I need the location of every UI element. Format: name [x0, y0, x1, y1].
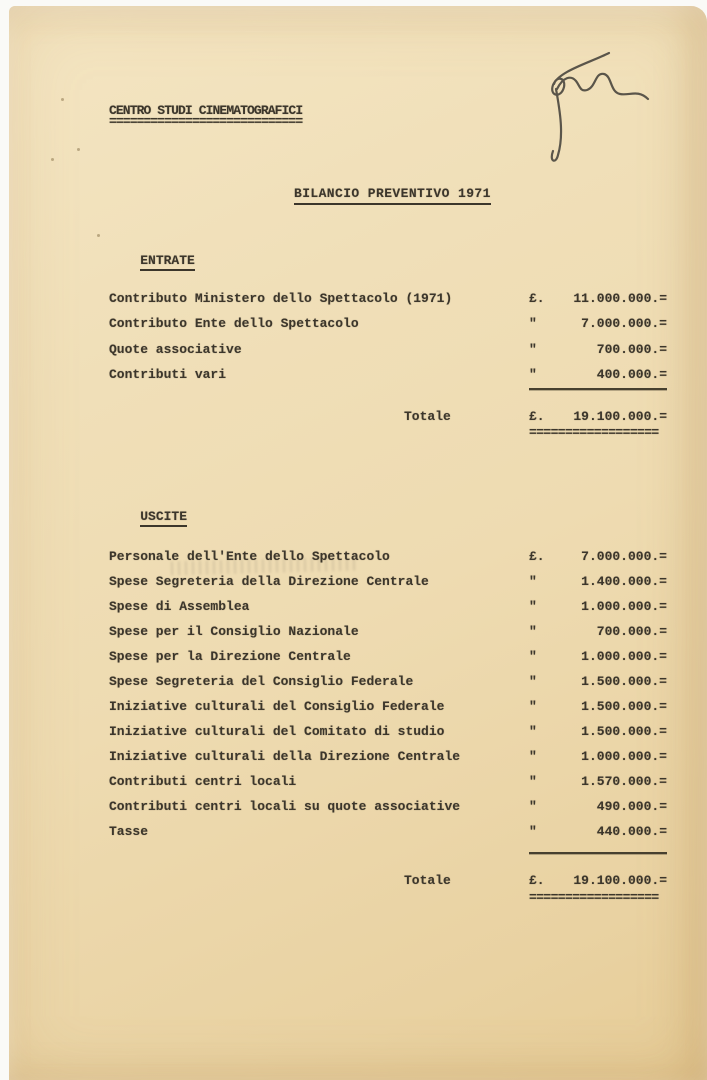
- row-amount: 1.570.000.=: [581, 774, 667, 789]
- row-amount: 7.000.000.=: [581, 549, 667, 564]
- table-row: [9, 750, 707, 766]
- row-currency: ": [529, 599, 537, 614]
- row-label: Contributi vari: [109, 367, 227, 382]
- total-currency: £.: [529, 409, 545, 424]
- row-currency: ": [529, 574, 537, 589]
- section-entrate-label: ENTRATE: [140, 253, 195, 271]
- row-label: Contributo Ente dello Spettacolo: [109, 316, 359, 331]
- total-label: Totale: [404, 873, 451, 888]
- organization-name-rule: ============================: [109, 114, 303, 129]
- row-currency: ": [529, 342, 537, 357]
- row-label: Spese per il Consiglio Nazionale: [109, 624, 359, 639]
- table-row: [9, 775, 707, 791]
- row-currency: ": [529, 367, 537, 382]
- row-currency: £.: [529, 549, 545, 564]
- paper-speck: [51, 158, 54, 161]
- total-amount: 19.100.000.=: [573, 873, 667, 888]
- row-amount: 1.500.000.=: [581, 724, 667, 739]
- row-label: Quote associative: [109, 342, 242, 357]
- table-row: [9, 343, 707, 359]
- row-amount: 11.000.000.=: [573, 291, 667, 306]
- paper-speck: [77, 148, 80, 151]
- row-amount: 490.000.=: [596, 799, 667, 814]
- row-label: Spese per la Direzione Centrale: [109, 649, 351, 664]
- row-currency: ": [529, 316, 537, 331]
- handwritten-signature-mark: [497, 39, 667, 179]
- row-label: Iniziative culturali del Consiglio Federale: [109, 699, 445, 714]
- table-row: [9, 675, 707, 691]
- entrate-total-row: [9, 410, 707, 426]
- row-amount: 700.000.=: [596, 624, 667, 639]
- section-uscite: [109, 496, 187, 538]
- table-row: [9, 700, 707, 716]
- paper-speck: [97, 234, 100, 237]
- row-currency: ": [529, 699, 537, 714]
- row-label: Personale dell'Ente dello Spettacolo: [109, 549, 390, 564]
- uscite-total-row: [9, 874, 707, 890]
- row-amount: 1.000.000.=: [581, 599, 667, 614]
- row-amount: 1.000.000.=: [581, 749, 667, 764]
- row-currency: ": [529, 649, 537, 664]
- row-label: Tasse: [109, 824, 149, 839]
- row-currency: ": [529, 624, 537, 639]
- uscite-total-rule-bottom: ==================: [529, 890, 659, 905]
- row-currency: £.: [529, 291, 545, 306]
- row-currency: ": [529, 674, 537, 689]
- table-row: [9, 725, 707, 741]
- row-amount: 1.500.000.=: [581, 674, 667, 689]
- row-label: Contributo Ministero dello Spettacolo (1971): [109, 291, 453, 306]
- row-label: Spese Segreteria della Direzione Centrale: [109, 574, 429, 589]
- table-row: [9, 800, 707, 816]
- table-row: [9, 317, 707, 333]
- total-amount: 19.100.000.=: [573, 409, 667, 424]
- table-row: [9, 625, 707, 641]
- row-currency: ": [529, 724, 537, 739]
- row-label: Iniziative culturali della Direzione Centrale: [109, 749, 461, 764]
- row-amount: 1.400.000.=: [581, 574, 667, 589]
- total-label: Totale: [404, 409, 451, 424]
- row-currency: ": [529, 749, 537, 764]
- uscite-total-rule-top: [529, 852, 667, 854]
- table-row: [9, 600, 707, 616]
- entrate-total-rule-top: [529, 388, 667, 390]
- row-amount: 7.000.000.=: [581, 316, 667, 331]
- organization-name: CENTRO STUDI CINEMATOGRAFICI: [109, 103, 303, 118]
- table-row: [9, 550, 707, 566]
- row-label: Spese Segreteria del Consiglio Federale: [109, 674, 414, 689]
- section-uscite-label: USCITE: [140, 509, 187, 527]
- row-currency: ": [529, 774, 537, 789]
- row-amount: 1.000.000.=: [581, 649, 667, 664]
- row-label: Contributi centri locali su quote associative: [109, 799, 461, 814]
- total-currency: £.: [529, 873, 545, 888]
- table-row: [9, 368, 707, 384]
- row-amount: 700.000.=: [596, 342, 667, 357]
- table-row: [9, 650, 707, 666]
- row-label: Contributi centri locali: [109, 774, 297, 789]
- row-label: Iniziative culturali del Comitato di studio: [109, 724, 445, 739]
- paper-speck: [61, 98, 64, 101]
- row-amount: 400.000.=: [596, 367, 667, 382]
- table-row: [9, 292, 707, 308]
- row-currency: ": [529, 799, 537, 814]
- table-row: [9, 825, 707, 841]
- page-title: BILANCIO PREVENTIVO 1971: [294, 187, 491, 205]
- table-row: [9, 575, 707, 591]
- section-entrate: [109, 240, 195, 282]
- row-currency: ": [529, 824, 537, 839]
- row-amount: 440.000.=: [596, 824, 667, 839]
- row-amount: 1.500.000.=: [581, 699, 667, 714]
- entrate-total-rule-bottom: ==================: [529, 425, 659, 440]
- row-label: Spese di Assemblea: [109, 599, 250, 614]
- document-page: [9, 6, 707, 1080]
